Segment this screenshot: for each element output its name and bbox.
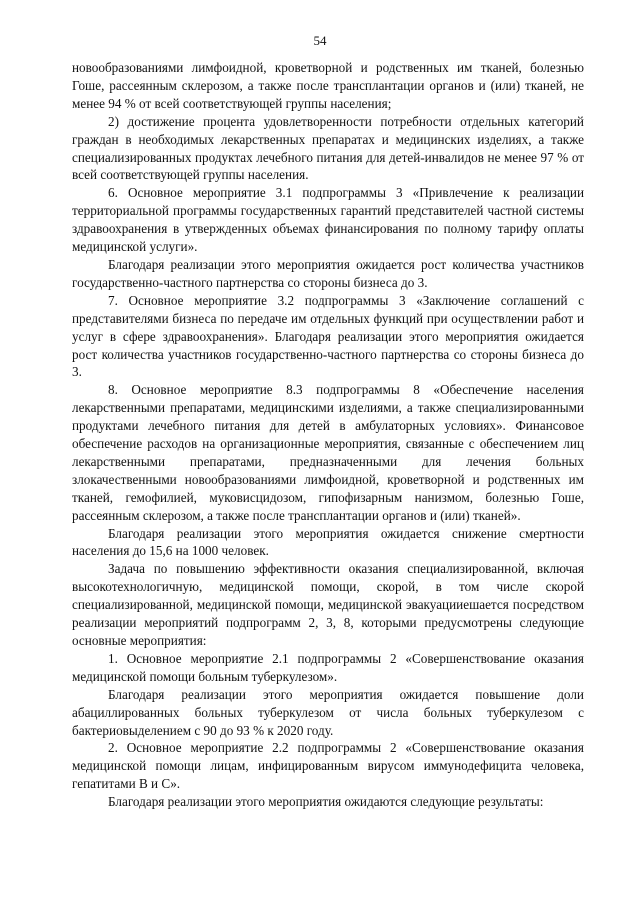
paragraph-measure-2-2: 2. Основное мероприятие 2.2 подпрограммы 2 «Совершенствование оказания медицинской помощи лицам, инфицированным вирусом иммунодефицита человека, гепатитами В и С». bbox=[72, 740, 584, 792]
paragraph-result-2-2: Благодаря реализации этого мероприятия ожидаются следующие результаты: bbox=[108, 794, 544, 810]
document-body bbox=[72, 59, 584, 811]
paragraph-task: Задача по повышению эффективности оказания специализированной, включая высокотехнологичную, медицинской помощи, скорой, в том числе скорой специализированной, медицинской помощи, медицинской эвакуацииешается посредством реализации мероприятий подпрограмм 2, 3, 8, которыми предусмотрены следующие основные мероприятия: bbox=[72, 561, 584, 648]
paragraph-item-2: 2) достижение процента удовлетворенности потребности отдельных категорий граждан в необходимых лекарственных препаратах и медицинских изделиях, а также специализированных продуктах лечебного питания для детей-инвалидов не менее 97 % от всей соответствующей группы населения. bbox=[72, 113, 584, 183]
paragraph-continuation: новообразованиями лимфоидной, кроветворной и родственных им тканей, болезнью Гоше, рассеянным склерозом, а также после трансплантации органов и (или) тканей, не менее 94 % от всей соответствующей группы населения; bbox=[72, 60, 584, 111]
paragraph-measure-7: 7. Основное мероприятие 3.2 подпрограммы 3 «Заключение соглашений с представителями бизнеса по передаче им отдельных функций при осуществлении работ и услуг в сфере здравоохранения». Благодаря реализации этого мероприятия ожидается рост количества участников государственно-частного партнерства со стороны бизнеса до 3. bbox=[72, 292, 584, 380]
paragraph-measure-8: 8. Основное мероприятие 8.3 подпрограммы 8 «Обеспечение населения лекарственными препаратами, медицинскими изделиями, а также специализированными продуктами лечебного питания для детей в амбулаторных условиях». Финансовое обеспечение расходов на организационные мероприятия, связанные с обеспечением лиц лекарственными препаратами, предназначенными для лечения больных злокачественными новообразованиями лимфоидной, кроветворной и родственных им тканей, гемофилией, муковисцидозом, гипофизарным нанизмом, болезнью Гоше, рассеянным склерозом, а также после трансплантации органов и (или) тканей». bbox=[72, 382, 584, 523]
paragraph-result-8: Благодаря реализации этого мероприятия ожидается снижение смертности населения до 15,6 на 1000 человек. bbox=[72, 525, 584, 559]
paragraph-measure-6: 6. Основное мероприятие 3.1 подпрограммы 3 «Привлечение к реализации территориальной программы государственных гарантий представителей частной системы здравоохранения в утвержденных объемах финансирования по полному тарифу оплаты медицинской услуги». bbox=[72, 185, 584, 255]
paragraph-measure-2-1: 1. Основное мероприятие 2.1 подпрограммы 2 «Совершенствование оказания медицинской помощи больным туберкулезом». bbox=[72, 650, 584, 684]
paragraph-result-2-1: Благодаря реализации этого мероприятия ожидается повышение доли абациллированных больных туберкулезом от числа больных туберкулезом с бактериовыделением с 90 до 93 % к 2020 году. bbox=[72, 686, 584, 738]
page-number: 54 bbox=[313, 33, 327, 48]
paragraph-result-6: Благодаря реализации этого мероприятия ожидается рост количества участников государственно-частного партнерства со стороны бизнеса до 3. bbox=[72, 256, 584, 290]
